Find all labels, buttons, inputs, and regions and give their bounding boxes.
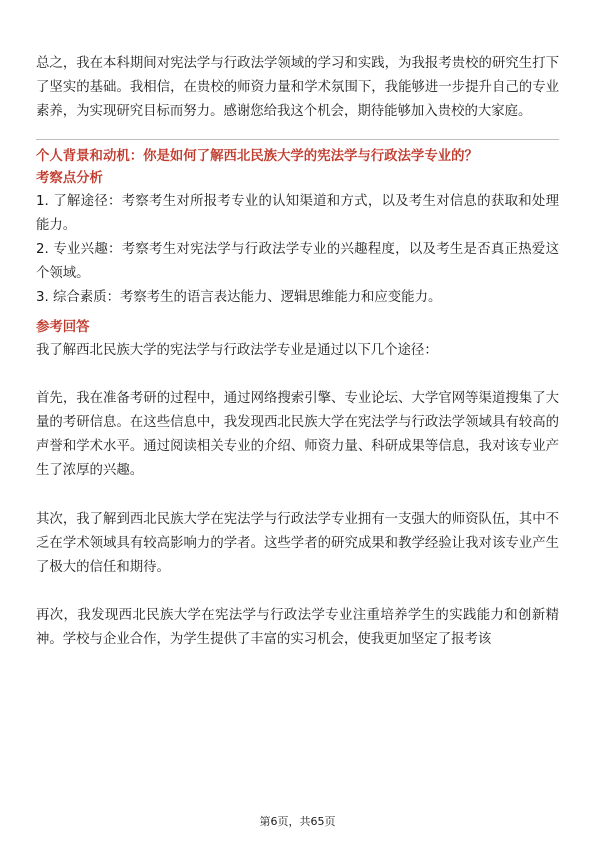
- section-divider: [36, 139, 559, 140]
- intro-paragraph: 总之，我在本科期间对宪法学与行政法学领域的学习和实践，为我报考贵校的研究生打下了坚实的基础。我相信，在贵校的师资力量和学术氛围下，我能够进一步提升自己的专业素养，为实现研究目标而努力。感谢您给我这个机会，期待能够加入贵校的大家庭。: [36, 56, 559, 120]
- question-heading: 个人背景和动机：你是如何了解西北民族大学的宪法学与行政法学专业的？: [36, 148, 478, 164]
- analysis-item: 2. 专业兴趣：考察考生对宪法学与行政法学专业的兴趣程度，以及考生是否真正热爱这个领域。: [36, 242, 559, 282]
- answer-paragraph: 再次，我发现西北民族大学在宪法学与行政法学专业注重培养学生的实践能力和创新精神。学校与企业合作，为学生提供了丰富的实习机会，使我更加坚定了报考该: [36, 608, 559, 648]
- answer-paragraph: 其次，我了解到西北民族大学在宪法学与行政法学专业拥有一支强大的师资队伍，其中不乏在学术领域具有较高影响力的学者。这些学者的研究成果和教学经验让我对该专业产生了极大的信任和期待。: [36, 511, 559, 576]
- answer-paragraph: 首先，我在准备考研的过程中，通过网络搜索引擎、专业论坛、大学官网等渠道搜集了大量的考研信息。在这些信息中，我发现西北民族大学在宪法学与行政法学领域具有较高的声誉和学术水平。通过阅读相关专业的介绍、师资力量、科研成果等信息，我对该专业产生了浓厚的兴趣。: [36, 390, 559, 479]
- answer-paragraph: 我了解西北民族大学的宪法学与行政法学专业是通过以下几个途径：: [36, 342, 438, 358]
- paragraph-gap: [36, 363, 559, 387]
- page-content: [36, 52, 559, 653]
- paragraph-gap: [36, 580, 559, 604]
- analysis-item: 3. 综合素质：考察考生的语言表达能力、逻辑思维能力和应变能力。: [36, 290, 442, 306]
- answer-title: 参考回答: [36, 319, 90, 335]
- paragraph-gap: [36, 484, 559, 508]
- analysis-title: 考察点分析: [36, 170, 103, 186]
- page-number: 第6页，共65页: [259, 815, 336, 828]
- analysis-item: 1. 了解途径：考察考生对所报考专业的认知渠道和方式，以及考生对信息的获取和处理能力。: [36, 193, 559, 233]
